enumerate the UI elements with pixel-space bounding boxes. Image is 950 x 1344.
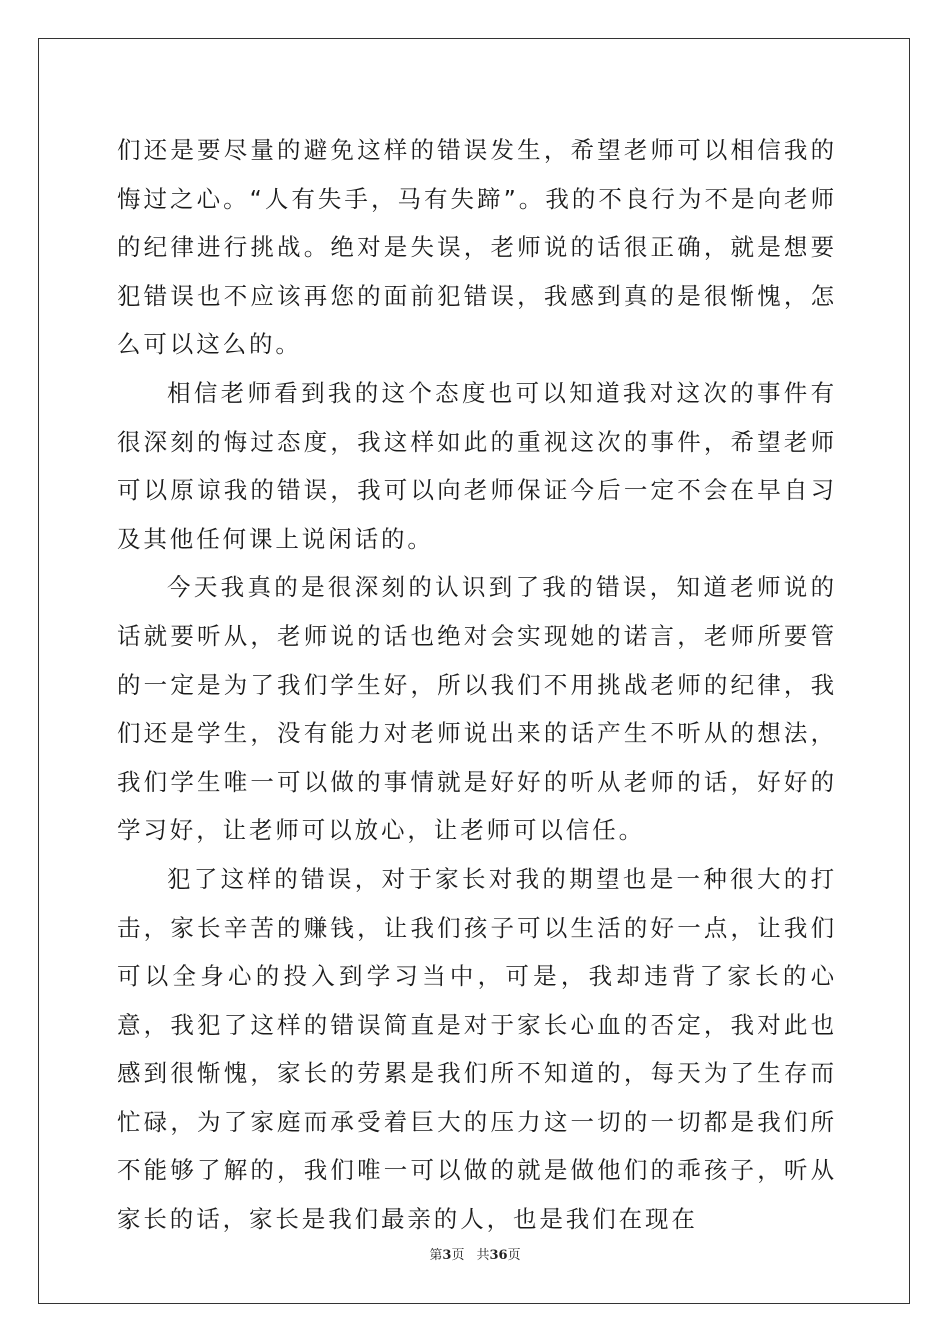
page-prefix: 第 xyxy=(429,1248,443,1263)
paragraph-3: 今天我真的是很深刻的认识到了我的错误，知道老师说的话就要听从，老师说的话也绝对会实现她的诺言，老师所要管的一定是为了我们学生好，所以我们不用挑战老师的纪律，我们还是学生，没有能力对老师说出来的话产生不听从的想法，我们学生唯一可以做的事情就是好好的听从老师的话，好好的学习好，让老师可以放心，让老师可以信任。 xyxy=(117,573,837,845)
document-body xyxy=(117,126,837,1244)
page-suffix: 页 xyxy=(451,1248,465,1263)
paragraph-2: 相信老师看到我的这个态度也可以知道我对这次的事件有很深刻的悔过态度，我这样如此的重视这次的事件，希望老师可以原谅我的错误，我可以向老师保证今后一定不会在早自习及其他任何课上说闲话的。 xyxy=(117,378,837,553)
paragraph-4: 犯了这样的错误，对于家长对我的期望也是一种很大的打击，家长辛苦的赚钱，让我们孩子可以生活的好一点，让我们可以全身心的投入到学习当中，可是，我却违背了家长的心意，我犯了这样的错误简直是对于家长心血的否定，我对此也感到很惭愧，家长的劳累是我们所不知道的，每天为了生存而忙碌，为了家庭而承受着巨大的压力这一切的一切都是我们所不能够了解的，我们唯一可以做的就是做他们的乖孩子，听从家长的话，家长是我们最亲的人，也是我们在现在 xyxy=(117,864,837,1234)
total-prefix: 共 xyxy=(476,1248,490,1263)
page-footer xyxy=(0,1244,950,1263)
page-number: 3 xyxy=(442,1248,452,1263)
total-suffix: 页 xyxy=(507,1248,521,1263)
paragraph-1: 们还是要尽量的避免这样的错误发生，希望老师可以相信我的悔过之心。“人有失手，马有失蹄”。我的不良行为不是向老师的纪律进行挑战。绝对是失误，老师说的话很正确，就是想要犯错误也不应该再您的面前犯错误，我感到真的是很惭愧，怎么可以这么的。 xyxy=(117,136,837,359)
total-pages: 36 xyxy=(489,1248,508,1263)
